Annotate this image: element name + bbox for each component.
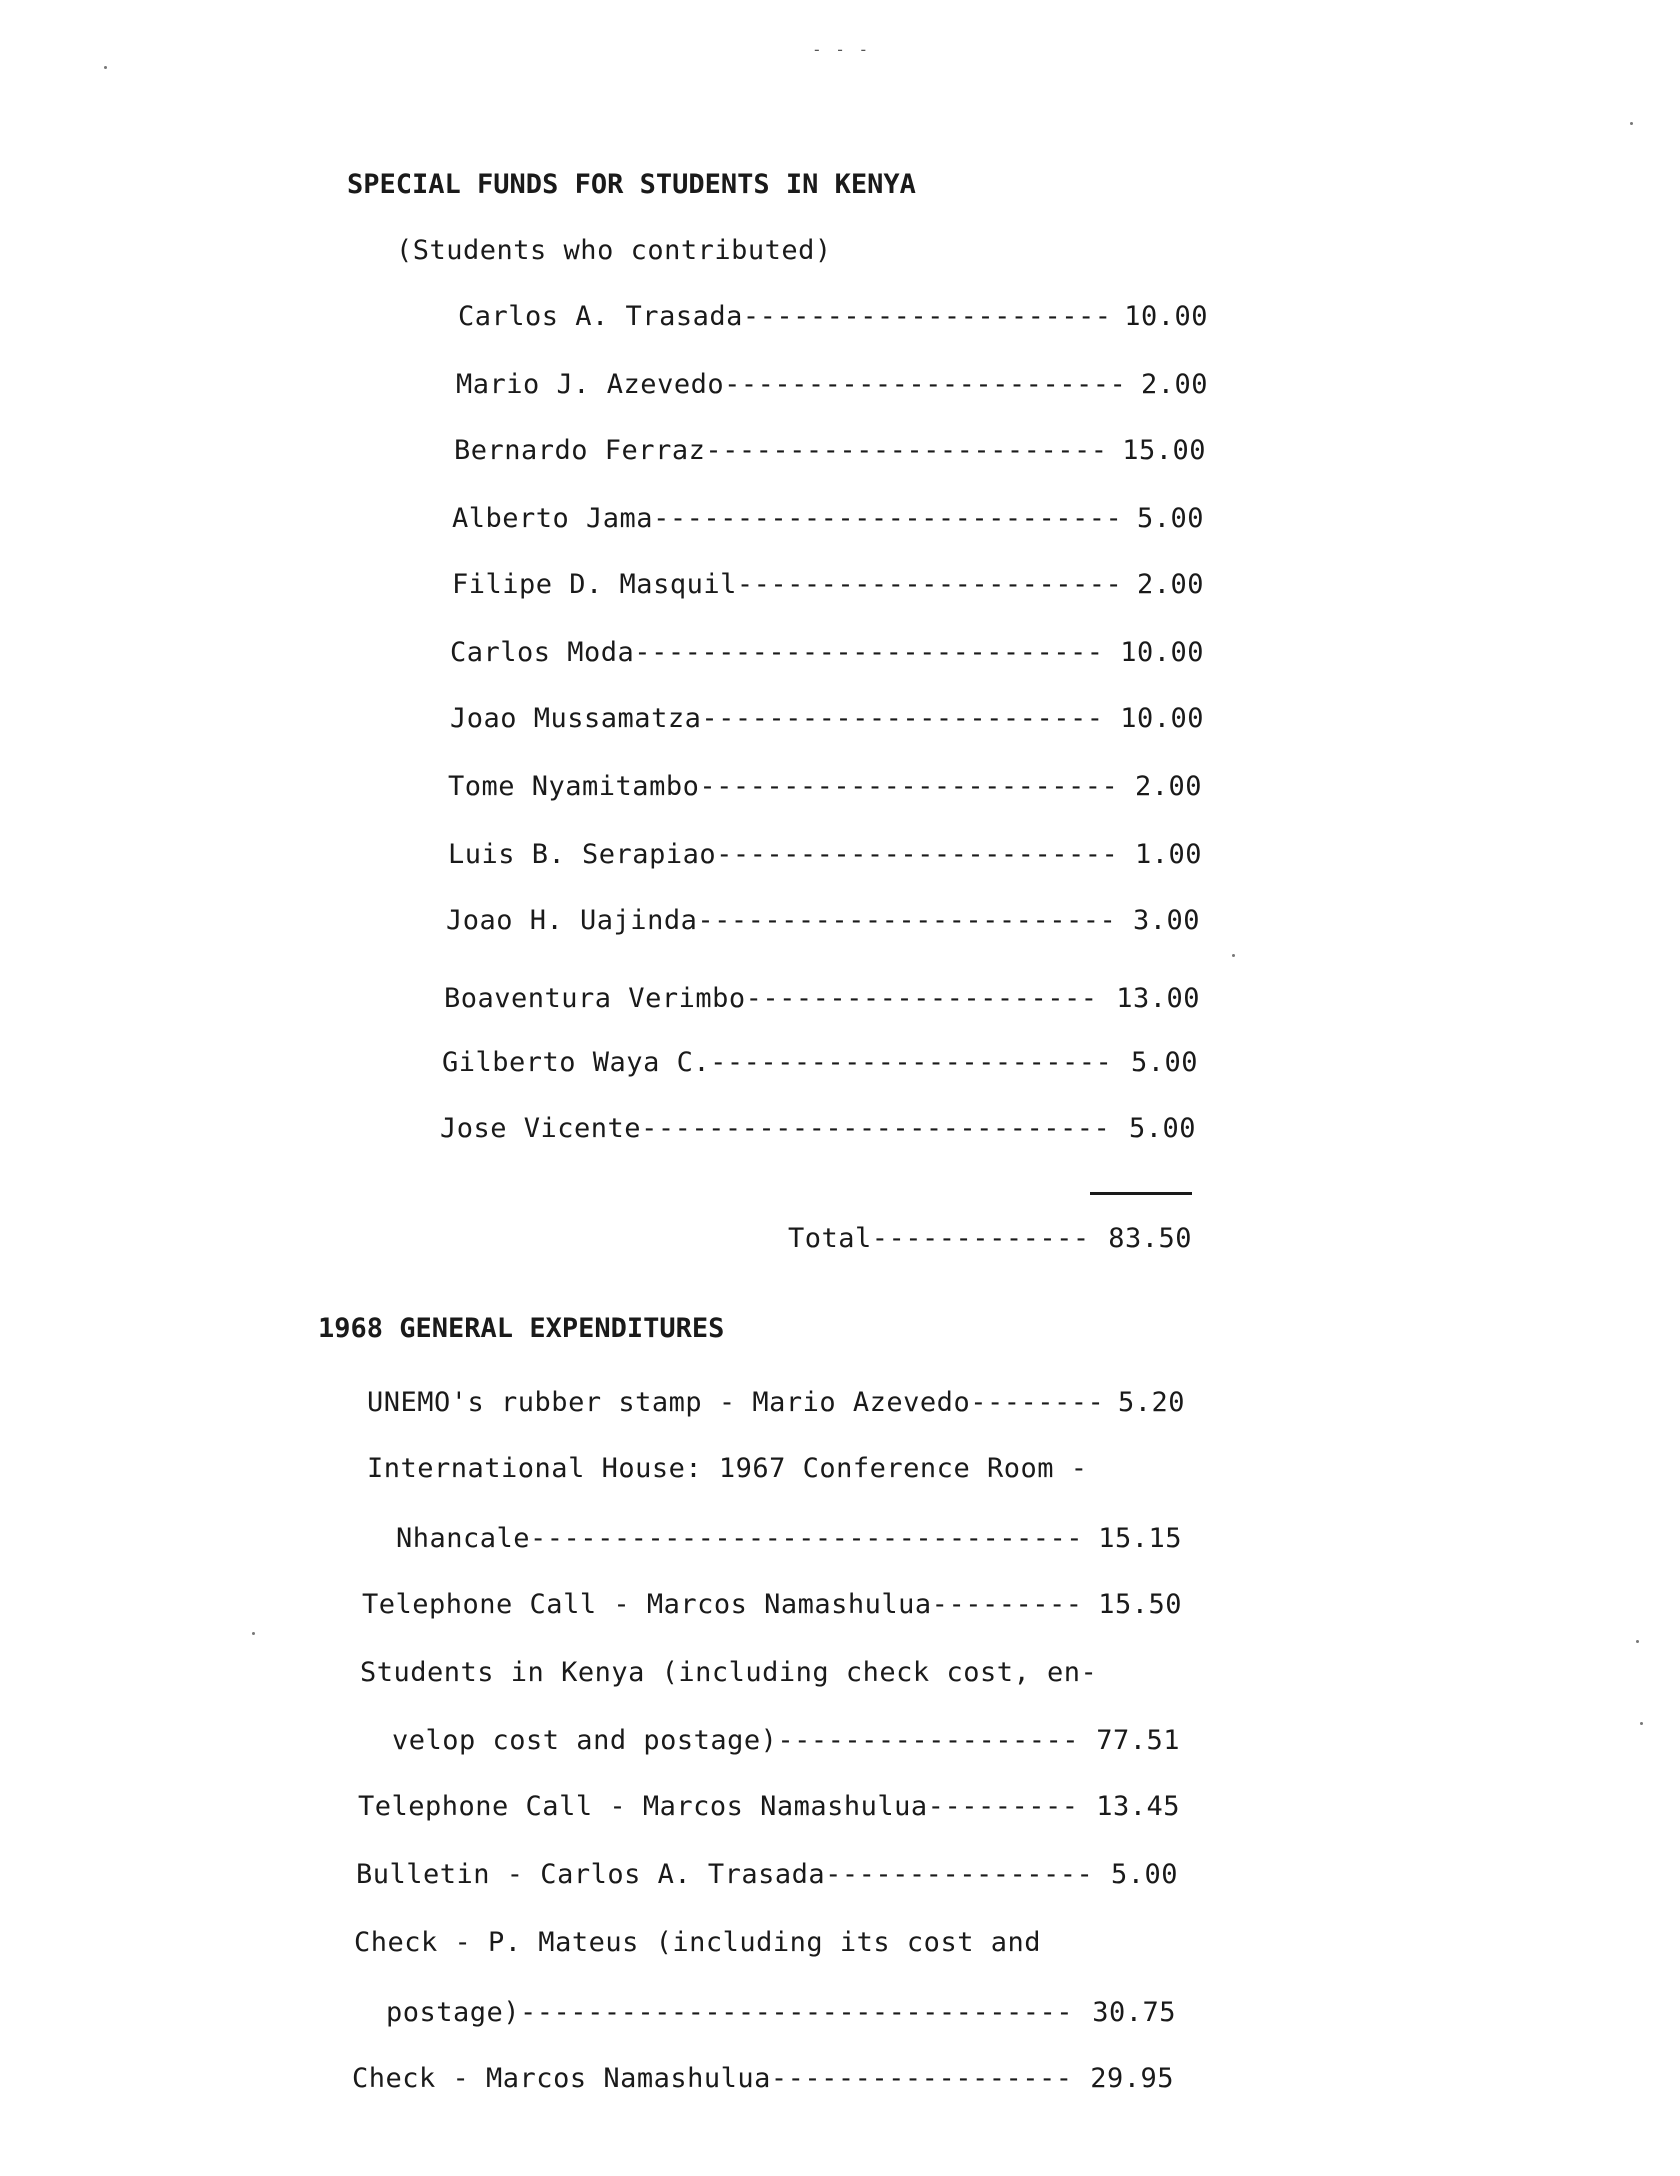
scan-speck [1232, 954, 1235, 957]
expense-description: Telephone Call - Marcos Namashulua--------- [358, 1791, 1079, 1822]
contributor-row [452, 568, 1204, 602]
expense-description-cont: velop cost and postage)------------------ [392, 1725, 1079, 1756]
contributor-name: Mario J. Azevedo------------------------ [456, 369, 1127, 400]
contributor-amount: 5.00 [1136, 503, 1204, 534]
expense-amount: 29.95 [1090, 2063, 1174, 2094]
contributor-name: Joao Mussamatza------------------------ [450, 703, 1104, 734]
contributor-amount: 2.00 [1134, 771, 1202, 802]
contributor-amount: 13.00 [1116, 983, 1200, 1014]
contributor-row [454, 434, 1206, 468]
page-mark: - - - [812, 40, 871, 59]
contributor-amount: 10.00 [1120, 703, 1204, 734]
expense-description: Students in Kenya (including check cost, en- [360, 1657, 1098, 1688]
contributor-amount: 1.00 [1134, 839, 1202, 870]
scan-speck [1636, 1640, 1639, 1643]
contributor-row [446, 904, 1200, 938]
contributor-row [450, 636, 1204, 670]
kenya-funds-subtitle: (Students who contributed) [396, 235, 832, 266]
expense-amount: 5.00 [1110, 1859, 1178, 1890]
general-expenditures-title: 1968 GENERAL EXPENDITURES [318, 1313, 725, 1344]
scan-speck [252, 1632, 255, 1635]
contributor-row [458, 300, 1208, 334]
contributor-amount: 5.00 [1130, 1047, 1198, 1078]
expense-description: Telephone Call - Marcos Namashulua--------- [362, 1589, 1083, 1620]
contributor-name: Luis B. Serapiao------------------------ [448, 839, 1119, 870]
expense-amount: 13.45 [1096, 1791, 1180, 1822]
contributor-name: Tome Nyamitambo------------------------- [448, 771, 1119, 802]
expense-description: International House: 1967 Conference Room - [367, 1453, 1088, 1484]
total-rule [1090, 1192, 1192, 1195]
expense-row [358, 1790, 1180, 1824]
expense-description-cont: Nhancale--------------------------------- [396, 1523, 1083, 1554]
total-row [788, 1222, 1192, 1256]
kenya-funds-title: SPECIAL FUNDS FOR STUDENTS IN KENYA [347, 169, 916, 200]
expense-amount: 77.51 [1096, 1725, 1180, 1756]
scan-speck [1630, 122, 1633, 125]
contributor-amount: 2.00 [1136, 569, 1204, 600]
contributor-row [452, 502, 1204, 536]
expense-row [386, 1996, 1176, 2030]
contributor-name: Bernardo Ferraz------------------------ [454, 435, 1108, 466]
contributor-row [450, 702, 1204, 736]
expense-amount: 30.75 [1092, 1997, 1176, 2028]
expense-row [367, 1386, 1185, 1420]
expense-row [356, 1858, 1178, 1892]
expense-description: Bulletin - Carlos A. Trasada---------------- [356, 1859, 1094, 1890]
expense-amount: 15.15 [1098, 1523, 1182, 1554]
scan-speck [104, 66, 107, 69]
contributor-row [444, 982, 1200, 1016]
contributor-amount: 2.00 [1140, 369, 1208, 400]
contributor-name: Boaventura Verimbo--------------------- [444, 983, 1098, 1014]
contributor-name: Joao H. Uajinda------------------------- [446, 905, 1117, 936]
expense-amount: 15.50 [1098, 1589, 1182, 1620]
total-amount: 83.50 [1108, 1223, 1192, 1254]
expense-row [362, 1588, 1182, 1622]
total-label: Total------------- [788, 1223, 1090, 1254]
expense-row [352, 2062, 1174, 2096]
contributor-amount: 10.00 [1120, 637, 1204, 668]
expense-row [392, 1724, 1180, 1758]
contributor-name: Carlos Moda---------------------------- [450, 637, 1104, 668]
expense-description-cont: postage)--------------------------------- [386, 1997, 1073, 2028]
contributor-name: Carlos A. Trasada---------------------- [458, 301, 1112, 332]
expense-description: Check - Marcos Namashulua------------------ [352, 2063, 1073, 2094]
expense-amount: 5.20 [1117, 1387, 1185, 1418]
contributor-name: Gilberto Waya C.------------------------ [442, 1047, 1113, 1078]
contributor-name: Alberto Jama---------------------------- [452, 503, 1123, 534]
expense-row [396, 1522, 1182, 1556]
contributor-name: Filipe D. Masquil----------------------- [452, 569, 1123, 600]
contributor-amount: 3.00 [1132, 905, 1200, 936]
expense-description: Check - P. Mateus (including its cost and [354, 1927, 1041, 1958]
contributor-row [456, 368, 1208, 402]
contributor-row [448, 838, 1202, 872]
scan-speck [1640, 1722, 1643, 1725]
contributor-name: Jose Vicente---------------------------- [440, 1113, 1111, 1144]
contributor-amount: 10.00 [1124, 301, 1208, 332]
contributor-amount: 5.00 [1128, 1113, 1196, 1144]
expense-description: UNEMO's rubber stamp - Mario Azevedo-------- [367, 1387, 1105, 1418]
contributor-amount: 15.00 [1122, 435, 1206, 466]
contributor-row [442, 1046, 1198, 1080]
contributor-row [448, 770, 1202, 804]
contributor-row [440, 1112, 1196, 1146]
